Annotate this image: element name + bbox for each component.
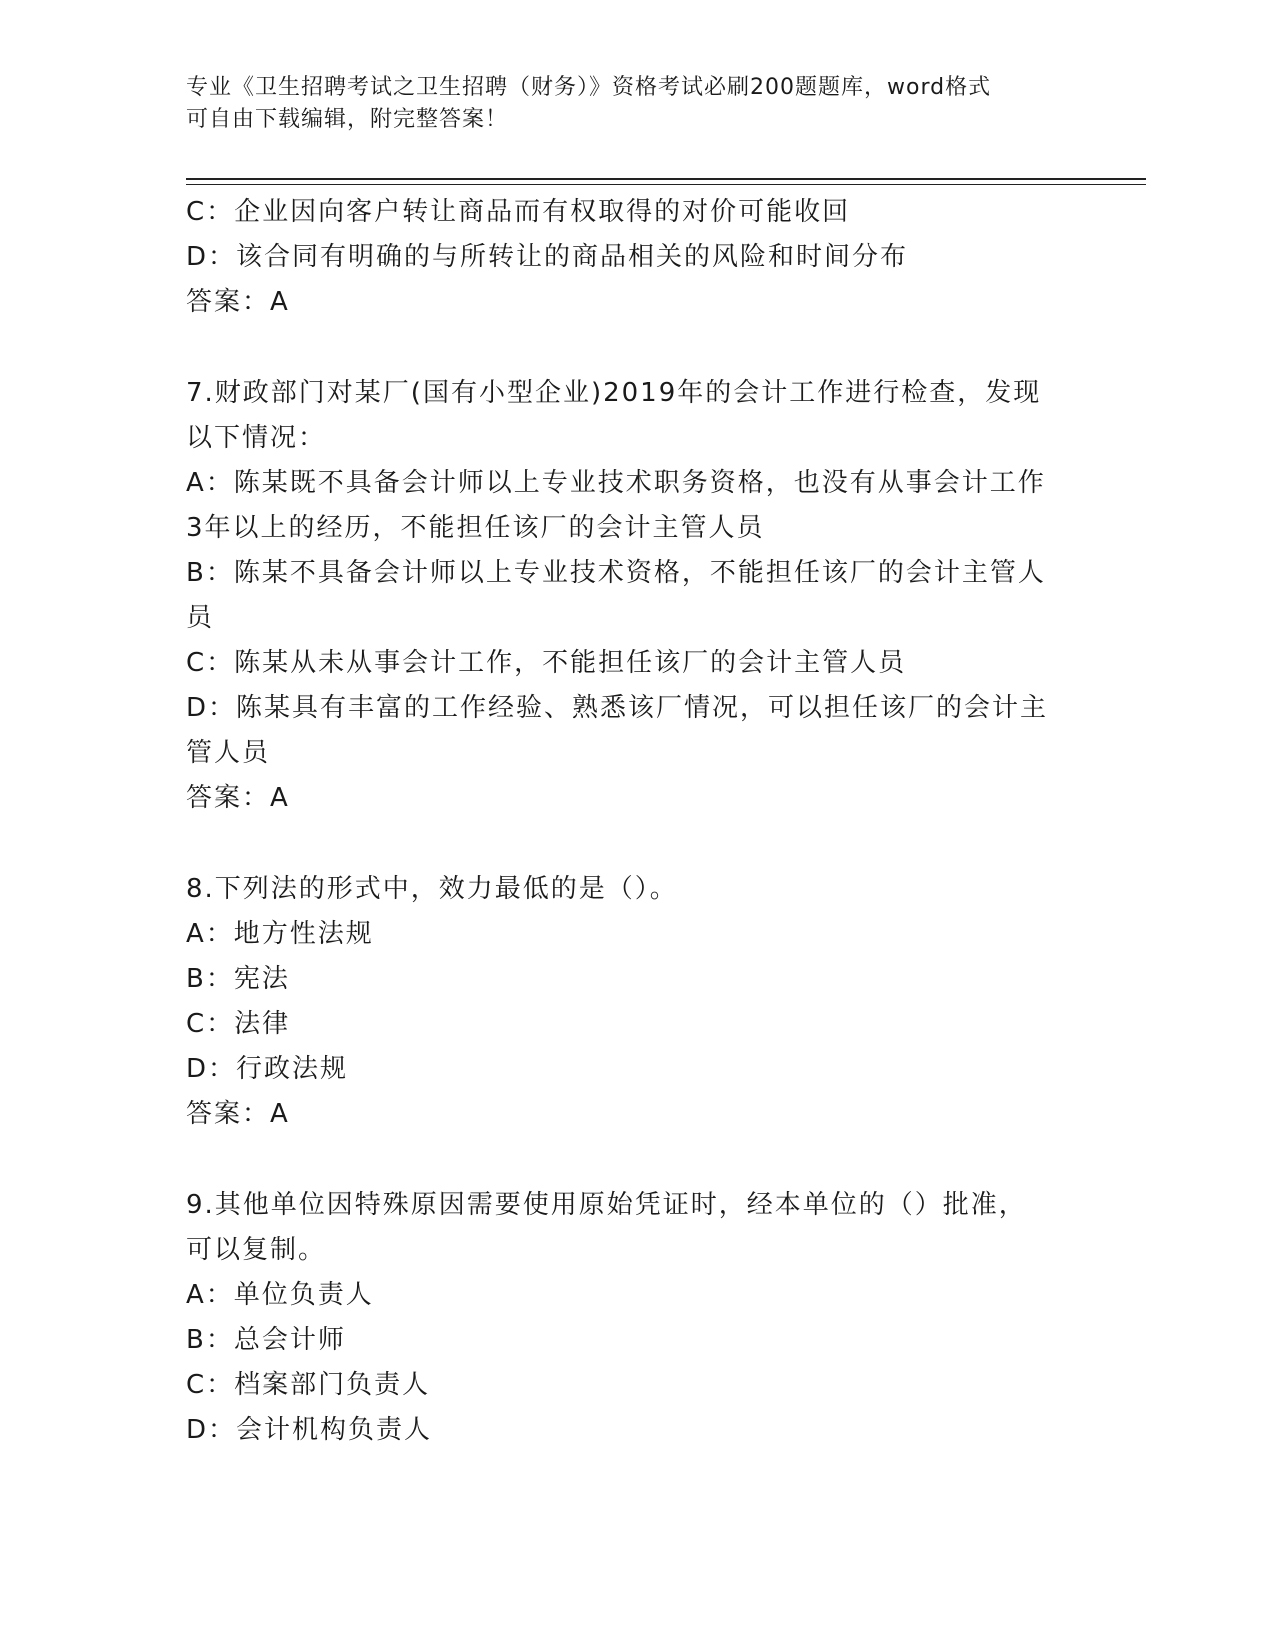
answer-line: 答案：A: [186, 287, 290, 317]
question-stem-line: 7.财政部门对某厂(国有小型企业)2019年的会计工作进行检查，发现: [186, 378, 1042, 408]
question-stem-line: 以下情况：: [186, 423, 327, 453]
header-line-2: 可自由下载编辑，附完整答案！: [186, 107, 509, 132]
header-rule-thin: [186, 184, 1146, 185]
spacer: [186, 821, 1086, 867]
option-line: A：陈某既不具备会计师以上专业技术职务资格，也没有从事会计工作: [186, 468, 1046, 498]
question-content: [186, 190, 1086, 1453]
option-line: 员: [186, 603, 215, 633]
question-7: [186, 371, 1086, 821]
question-stem-line: 9.其他单位因特殊原因需要使用原始凭证时，经本单位的（）批准，: [186, 1190, 1027, 1220]
option-line: B：宪法: [186, 964, 290, 994]
option-line: D：该合同有明确的与所转让的商品相关的风险和时间分布: [186, 242, 909, 272]
question-9: [186, 1183, 1086, 1453]
option-line: 3年以上的经历，不能担任该厂的会计主管人员: [186, 513, 765, 543]
option-line: B：陈某不具备会计师以上专业技术资格，不能担任该厂的会计主管人: [186, 558, 1046, 588]
question-stem-line: 8.下列法的形式中，效力最低的是（）。: [186, 874, 678, 904]
answer-line: 答案：A: [186, 1099, 290, 1129]
document-header: [186, 72, 1066, 136]
spacer: [186, 325, 1086, 371]
option-line: B：总会计师: [186, 1325, 346, 1355]
answer-line: 答案：A: [186, 783, 290, 813]
header-line-1: 专业《卫生招聘考试之卫生招聘（财务）》资格考试必刷200题题库，word格式: [186, 75, 992, 100]
question-stem-line: 可以复制。: [186, 1235, 327, 1265]
option-line: C：法律: [186, 1009, 291, 1039]
option-line: C：企业因向客户转让商品而有权取得的对价可能收回: [186, 197, 851, 227]
option-line: D：行政法规: [186, 1054, 349, 1084]
option-line: D：陈某具有丰富的工作经验、熟悉该厂情况，可以担任该厂的会计主: [186, 693, 1049, 723]
option-line: 管人员: [186, 738, 271, 768]
option-line: A：地方性法规: [186, 919, 374, 949]
question-6-tail: [186, 190, 1086, 325]
question-8: [186, 867, 1086, 1137]
spacer: [186, 1137, 1086, 1183]
option-line: D：会计机构负责人: [186, 1415, 433, 1445]
option-line: C：陈某从未从事会计工作，不能担任该厂的会计主管人员: [186, 648, 907, 678]
option-line: C：档案部门负责人: [186, 1370, 431, 1400]
option-line: A：单位负责人: [186, 1280, 374, 1310]
header-rule-thick: [186, 178, 1146, 180]
